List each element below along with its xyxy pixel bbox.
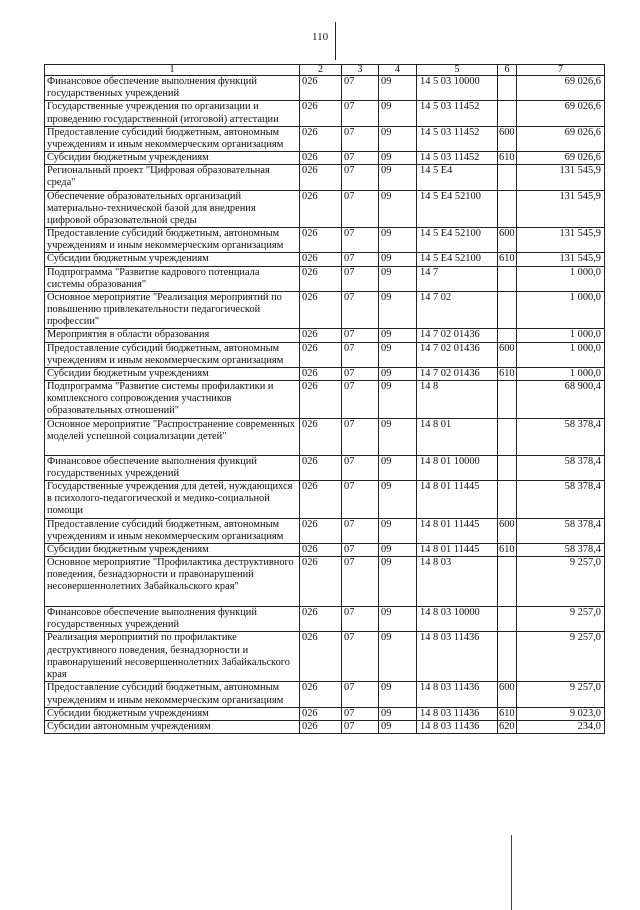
row-name-cell: Обеспечение образовательных организаций материально-технической базой для внедрения цифровой образовательной среды <box>45 190 300 228</box>
row-amount-cell: 69 026,6 <box>517 101 605 126</box>
row-section-code-cell: 07 <box>342 543 379 556</box>
row-ministry-code-cell: 026 <box>300 291 342 329</box>
row-ministry-code-cell: 026 <box>300 152 342 165</box>
table-row <box>45 480 605 518</box>
row-section-code-cell: 07 <box>342 126 379 151</box>
table-row <box>45 682 605 707</box>
row-subsection-code-cell: 09 <box>379 228 417 253</box>
row-section-code-cell: 07 <box>342 329 379 342</box>
row-target-article-cell: 14 7 02 01436 <box>417 342 498 367</box>
row-ministry-code-cell: 026 <box>300 557 342 607</box>
table-row <box>45 367 605 380</box>
row-subsection-code-cell: 09 <box>379 190 417 228</box>
table-row <box>45 165 605 190</box>
row-target-article-cell: 14 8 03 11436 <box>417 707 498 720</box>
row-subsection-code-cell: 09 <box>379 632 417 682</box>
row-amount-cell: 68 900,4 <box>517 381 605 419</box>
row-ministry-code-cell: 026 <box>300 720 342 733</box>
row-target-article-cell: 14 7 02 <box>417 291 498 329</box>
row-section-code-cell: 07 <box>342 557 379 607</box>
row-subsection-code-cell: 09 <box>379 557 417 607</box>
row-section-code-cell: 07 <box>342 518 379 543</box>
row-expense-type-cell: 600 <box>498 682 517 707</box>
table-row <box>45 76 605 101</box>
row-expense-type-cell <box>498 480 517 518</box>
row-subsection-code-cell: 09 <box>379 342 417 367</box>
row-section-code-cell: 07 <box>342 480 379 518</box>
table-body <box>45 76 605 734</box>
row-name-cell: Предоставление субсидий бюджетным, автономным учреждениям и иным некоммерческим организациям <box>45 682 300 707</box>
row-amount-cell: 69 026,6 <box>517 126 605 151</box>
row-expense-type-cell: 610 <box>499 543 515 555</box>
row-target-article-cell: 14 5 E4 52100 <box>417 228 498 253</box>
row-expense-type-cell: 600 <box>498 126 517 151</box>
row-target-article-cell: 14 8 01 11445 <box>417 480 498 518</box>
header-cell-2: 2 <box>300 65 342 76</box>
table-row <box>45 632 605 682</box>
row-ministry-code-cell: 026 <box>300 455 342 480</box>
row-target-article-cell: 14 7 <box>417 266 498 291</box>
row-amount-cell: 131 545,9 <box>517 165 605 190</box>
row-section-code-cell: 07 <box>342 607 379 632</box>
row-ministry-code-cell: 026 <box>300 632 342 682</box>
table-row <box>45 342 605 367</box>
row-subsection-code-cell: 09 <box>379 543 417 556</box>
row-target-article-cell: 14 5 E4 <box>417 165 498 190</box>
row-section-code-cell: 07 <box>342 253 379 266</box>
row-amount-cell: 9 023,0 <box>517 707 605 720</box>
row-section-code-cell: 07 <box>342 152 379 165</box>
row-expense-type-cell: 610 <box>499 152 515 164</box>
row-target-article-cell: 14 5 03 10000 <box>417 76 498 101</box>
row-section-code-cell: 07 <box>342 266 379 291</box>
row-target-article-cell: 14 8 03 10000 <box>417 607 498 632</box>
row-target-article-cell: 14 8 03 11436 <box>417 632 498 682</box>
row-subsection-code-cell: 09 <box>379 152 417 165</box>
row-expense-type-cell: 600 <box>498 518 517 543</box>
row-name-cell: Предоставление субсидий бюджетным, автономным учреждениям и иным некоммерческим организациям <box>45 228 300 253</box>
row-ministry-code-cell: 026 <box>300 342 342 367</box>
row-expense-type-cell <box>498 557 517 607</box>
table-row <box>45 707 605 720</box>
row-amount-cell: 1 000,0 <box>517 329 605 342</box>
table-row <box>45 329 605 342</box>
row-section-code-cell: 07 <box>342 632 379 682</box>
row-target-article-cell: 14 8 03 <box>417 557 498 607</box>
row-ministry-code-cell: 026 <box>300 381 342 419</box>
table-row <box>45 266 605 291</box>
row-section-code-cell: 07 <box>342 418 379 455</box>
row-ministry-code-cell: 026 <box>300 607 342 632</box>
row-name-cell: Предоставление субсидий бюджетным, автономным учреждениям и иным некоммерческим организациям <box>45 518 300 543</box>
row-name-cell: Субсидии бюджетным учреждениям <box>45 543 300 556</box>
table-row <box>45 101 605 126</box>
row-amount-cell: 69 026,6 <box>517 76 605 101</box>
page-number-rule <box>335 22 336 60</box>
row-section-code-cell: 07 <box>342 682 379 707</box>
row-subsection-code-cell: 09 <box>379 367 417 380</box>
row-ministry-code-cell: 026 <box>300 266 342 291</box>
table-row <box>45 291 605 329</box>
row-section-code-cell: 07 <box>342 720 379 733</box>
row-ministry-code-cell: 026 <box>300 101 342 126</box>
row-expense-type-cell: 620 <box>499 720 515 732</box>
row-amount-cell: 58 378,4 <box>517 480 605 518</box>
row-target-article-cell: 14 8 01 11445 <box>417 518 498 543</box>
row-target-article-cell: 14 8 <box>417 381 498 419</box>
row-ministry-code-cell: 026 <box>300 190 342 228</box>
row-target-article-cell: 14 5 E4 52100 <box>417 253 498 266</box>
row-name-cell: Подпрограмма "Развитие кадрового потенциала системы образования" <box>45 266 300 291</box>
row-name-cell: Подпрограмма "Развитие системы профилактики и комплексного сопровождения участников образовательных отношений" <box>45 381 300 419</box>
row-name-cell: Мероприятия в области образования <box>45 329 300 342</box>
row-ministry-code-cell: 026 <box>300 543 342 556</box>
row-ministry-code-cell: 026 <box>300 126 342 151</box>
header-cell-7: 7 <box>517 65 605 76</box>
row-target-article-cell: 14 5 03 11452 <box>417 126 498 151</box>
row-section-code-cell: 07 <box>342 101 379 126</box>
row-section-code-cell: 07 <box>342 190 379 228</box>
row-name-cell: Субсидии автономным учреждениям <box>45 720 300 733</box>
row-amount-cell: 1 000,0 <box>517 367 605 380</box>
row-amount-cell: 1 000,0 <box>517 342 605 367</box>
row-target-article-cell: 14 8 01 10000 <box>417 455 498 480</box>
row-amount-cell: 9 257,0 <box>517 682 605 707</box>
row-name-cell: Реализация мероприятий по профилактике деструктивного поведения, безнадзорности и правонарушений несовершеннолетних Забайкальского края <box>45 632 300 682</box>
row-name-cell: Субсидии бюджетным учреждениям <box>45 707 300 720</box>
header-cell-3: 3 <box>342 65 379 76</box>
row-ministry-code-cell: 026 <box>300 165 342 190</box>
row-name-cell: Предоставление субсидий бюджетным, автономным учреждениям и иным некоммерческим организациям <box>45 342 300 367</box>
row-section-code-cell: 07 <box>342 291 379 329</box>
row-expense-type-cell: 610 <box>499 707 515 719</box>
row-ministry-code-cell: 026 <box>300 682 342 707</box>
row-amount-cell: 131 545,9 <box>517 228 605 253</box>
row-section-code-cell: 07 <box>342 367 379 380</box>
row-expense-type-cell <box>498 165 517 190</box>
row-amount-cell: 9 257,0 <box>517 557 605 607</box>
row-subsection-code-cell: 09 <box>379 126 417 151</box>
row-name-cell: Предоставление субсидий бюджетным, автономным учреждениям и иным некоммерческим организациям <box>45 126 300 151</box>
row-target-article-cell: 14 8 03 11436 <box>417 720 498 733</box>
row-expense-type-cell <box>498 76 517 101</box>
row-amount-cell: 58 378,4 <box>517 455 605 480</box>
header-cell-1: 1 <box>45 65 300 76</box>
row-section-code-cell: 07 <box>342 707 379 720</box>
row-subsection-code-cell: 09 <box>379 480 417 518</box>
row-amount-cell: 234,0 <box>517 720 605 733</box>
row-expense-type-cell: 600 <box>498 342 517 367</box>
row-name-cell: Финансовое обеспечение выполнения функций государственных учреждений <box>45 76 300 101</box>
row-amount-cell: 1 000,0 <box>517 291 605 329</box>
row-subsection-code-cell: 09 <box>379 165 417 190</box>
row-name-cell: Основное мероприятие "Профилактика деструктивного поведения, безнадзорности и правонарушений несовершеннолетних Забайкальского края" <box>45 557 300 607</box>
row-target-article-cell: 14 7 02 01436 <box>417 367 498 380</box>
row-expense-type-cell <box>498 101 517 126</box>
row-name-cell: Государственные учреждения для детей, нуждающихся в психолого-педагогической и медико-социальной помощи <box>45 480 300 518</box>
row-ministry-code-cell: 026 <box>300 518 342 543</box>
header-cell-5: 5 <box>417 65 498 76</box>
table-row <box>45 228 605 253</box>
row-subsection-code-cell: 09 <box>379 682 417 707</box>
table-row <box>45 126 605 151</box>
row-expense-type-cell: 610 <box>499 253 515 265</box>
row-amount-cell: 131 545,9 <box>517 190 605 228</box>
row-amount-cell: 9 257,0 <box>517 632 605 682</box>
row-subsection-code-cell: 09 <box>379 455 417 480</box>
row-target-article-cell: 14 8 03 11436 <box>417 682 498 707</box>
row-ministry-code-cell: 026 <box>300 480 342 518</box>
row-amount-cell: 131 545,9 <box>517 253 605 266</box>
row-subsection-code-cell: 09 <box>379 266 417 291</box>
row-subsection-code-cell: 09 <box>379 418 417 455</box>
row-section-code-cell: 07 <box>342 381 379 419</box>
row-target-article-cell: 14 5 E4 52100 <box>417 190 498 228</box>
table-row <box>45 557 605 607</box>
row-subsection-code-cell: 09 <box>379 76 417 101</box>
row-section-code-cell: 07 <box>342 76 379 101</box>
row-amount-cell: 9 257,0 <box>517 607 605 632</box>
table-row <box>45 518 605 543</box>
margin-rule <box>511 835 512 910</box>
row-amount-cell: 58 378,4 <box>517 518 605 543</box>
row-subsection-code-cell: 09 <box>379 607 417 632</box>
row-subsection-code-cell: 09 <box>379 101 417 126</box>
header-cell-6: 6 <box>498 65 517 76</box>
row-section-code-cell: 07 <box>342 228 379 253</box>
row-expense-type-cell <box>498 266 517 291</box>
budget-table <box>44 64 605 734</box>
row-subsection-code-cell: 09 <box>379 253 417 266</box>
row-target-article-cell: 14 7 02 01436 <box>417 329 498 342</box>
row-name-cell: Финансовое обеспечение выполнения функций государственных учреждений <box>45 455 300 480</box>
row-ministry-code-cell: 026 <box>300 329 342 342</box>
row-subsection-code-cell: 09 <box>379 518 417 543</box>
row-expense-type-cell <box>498 190 517 228</box>
row-section-code-cell: 07 <box>342 342 379 367</box>
row-expense-type-cell <box>498 291 517 329</box>
row-subsection-code-cell: 09 <box>379 291 417 329</box>
row-subsection-code-cell: 09 <box>379 720 417 733</box>
row-ministry-code-cell: 026 <box>300 418 342 455</box>
header-row <box>45 65 605 76</box>
row-expense-type-cell <box>498 607 517 632</box>
row-name-cell: Субсидии бюджетным учреждениям <box>45 253 300 266</box>
row-expense-type-cell <box>498 381 517 419</box>
row-expense-type-cell <box>498 632 517 682</box>
table-row <box>45 381 605 419</box>
row-expense-type-cell <box>498 455 517 480</box>
row-target-article-cell: 14 8 01 <box>417 418 498 455</box>
row-ministry-code-cell: 026 <box>300 228 342 253</box>
row-ministry-code-cell: 026 <box>300 253 342 266</box>
row-subsection-code-cell: 09 <box>379 329 417 342</box>
row-target-article-cell: 14 5 03 11452 <box>417 101 498 126</box>
row-name-cell: Субсидии бюджетным учреждениям <box>45 152 300 165</box>
row-amount-cell: 58 378,4 <box>517 418 605 455</box>
row-name-cell: Основное мероприятие "Реализация мероприятий по повышению привлекательности педагогической профессии" <box>45 291 300 329</box>
row-ministry-code-cell: 026 <box>300 367 342 380</box>
row-subsection-code-cell: 09 <box>379 381 417 419</box>
row-expense-type-cell <box>498 418 517 455</box>
row-expense-type-cell: 610 <box>499 367 515 379</box>
row-ministry-code-cell: 026 <box>300 76 342 101</box>
table-row <box>45 190 605 228</box>
row-name-cell: Основное мероприятие "Распространение современных моделей успешной социализации детей" <box>45 418 300 455</box>
row-section-code-cell: 07 <box>342 165 379 190</box>
table-row <box>45 253 605 266</box>
row-expense-type-cell: 600 <box>498 228 517 253</box>
row-section-code-cell: 07 <box>342 455 379 480</box>
row-name-cell: Субсидии бюджетным учреждениям <box>45 367 300 380</box>
row-expense-type-cell <box>498 329 517 342</box>
row-name-cell: Региональный проект "Цифровая образовательная среда" <box>45 165 300 190</box>
table-row <box>45 418 605 455</box>
row-amount-cell: 69 026,6 <box>517 152 605 165</box>
page-number: 110 <box>312 31 329 43</box>
row-target-article-cell: 14 8 01 11445 <box>417 543 498 556</box>
table-row <box>45 152 605 165</box>
table-row <box>45 607 605 632</box>
row-amount-cell: 1 000,0 <box>517 266 605 291</box>
row-name-cell: Финансовое обеспечение выполнения функций государственных учреждений <box>45 607 300 632</box>
header-cell-4: 4 <box>379 65 417 76</box>
table-row <box>45 543 605 556</box>
row-ministry-code-cell: 026 <box>300 707 342 720</box>
row-subsection-code-cell: 09 <box>379 707 417 720</box>
row-name-cell: Государственные учреждения по организации и проведению государственной (итоговой) аттестации <box>45 101 300 126</box>
row-amount-cell: 58 378,4 <box>517 543 605 556</box>
table-row <box>45 455 605 480</box>
row-target-article-cell: 14 5 03 11452 <box>417 152 498 165</box>
table-row <box>45 720 605 733</box>
